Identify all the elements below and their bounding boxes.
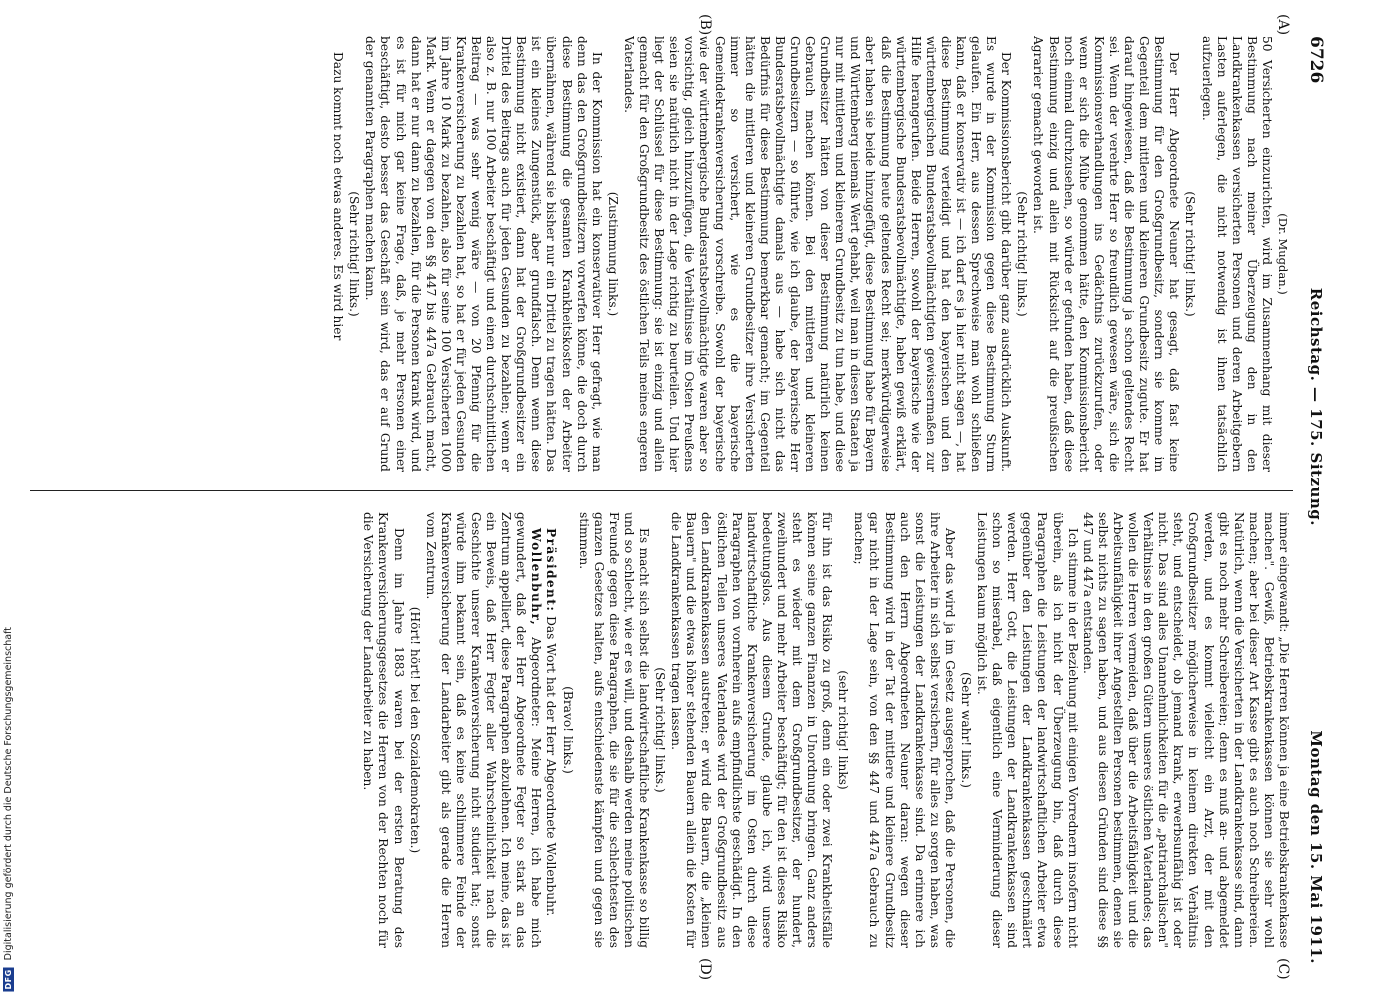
margin-letter-c: (C): [1275, 958, 1291, 980]
paragraph: immer eingewandt: „Die Herren können ja eine Betriebskrankenkasse machen". Gewiß, Betriebskrankenkassen können sie sehr wohl machen; aber bei dieser Art Kasse gibt es auch noch Schreibereien. Natürlich, wenn die Versicherten in der Landkrankenkasse sind, dann gibt es noch mehr Schreibereien; denn es muß an- und abgemeldet werden, und es kommt vielleicht ein Arzt, der mit den Großgrundbesitzer möglicherweise in keinem direkten Verhältnis steht, und entscheidet, ob jemand krank, erwerbsunfähig ist oder nicht. Das sind alles Unannehmlichkeiten für die „patriarchalischen" Verhältnisse in den großen Gütern unseres östlichen Vaterlandes; das wollen die Herren vermeiden, daß über die Arbeitsfähigkeit und die Arbeitsunfähigkeit ihrer Angestellten Personen bestimmen, denen sie selbst nichts zu sagen haben, und aus diesen Gründen sind diese §§ 447 und 447a entstanden.: [1080, 512, 1291, 948]
speaker-name: Wollenbuhr,: [529, 528, 544, 627]
interjection: (Hört! hört! bei den Sozialdemokraten.): [407, 606, 422, 854]
credit-line: [3, 627, 19, 992]
interjection: (Sehr richtig! links.): [653, 667, 668, 793]
column-divider: [30, 490, 1293, 491]
paragraph: In der Kommission hat ein konservativer Herr gefragt, wie man denn das den Großgrundbesitzern vorwerfen könne, die doch durch diese Bestimmung die gesamten Krankheitskosten der Arbeiter übernähmen, während sie bisher nur ein Drittel zu tragen hätten. Das ist ein kleines Zungenstück, aber grundfalsch. Denn wenn diese Bestimmung nicht existiert, dann hat der Großgrundbesitzer ein Drittel des Beitrags auch für jeden Gesunden zu bezahlen; wenn er also z. B. nur 100 Arbeiter beschäftigt und einen durchschnittlichen Beitrag — was sehr wenig wäre — von 20 Pfennig für die Krankenversicherung zu bezahlen hat, so hat er für jeden Gesunden im Jahre 10 Mark zu bezahlen, also für seine 100 Versicherten 1000 Mark. Wenn er dagegen von den §§ 447 bis 447a Gebrauch macht, dann hat er nur dann zu bezahlen, für die Personen krank wird, und es ist für mich gar keine Frage, daß, je mehr Personen einer beschäftigt, desto besser das Geschäft sein wird, das er auf Grund der genannten Paragraphen machen kann.: [363, 36, 604, 472]
interjection: (Sehr richtig! links.): [1183, 191, 1198, 317]
speaker-text: Abgeordneter: Meine Herren, ich habe mich gewundert, daß der Herr Abgeordnete Fegter so stark an das Zentrum appelliert, diese Paragraphen abzulehnen. Ich meine, das ist ein Beweis, daß Herr Fegter aller Wahrscheinlichkeit nach die Geschichte unserer Krankenversicherung nicht studiert hat; sonst würde ihm bekannt sein, daß es keine schlimmere Feinde der Krankenversicherung der Landarbeiter gibt als gerade die Herren vom Zentrum.: [423, 512, 544, 948]
interjection: (Bravo! links.): [560, 686, 575, 774]
margin-letter-b: (B): [697, 14, 713, 36]
paragraph: Denn im Jahre 1883 waren bei der ersten Beratung des Krankenversicherungsgesetzes die Herren von der Rechten noch für die Versicherung der Landarbeiter zu haben.: [361, 512, 406, 948]
paragraph: Der Kommissionsbericht gibt darüber ganz ausdrücklich Auskunft. Es wurde in der Kommission gegen diese Bestimmung Sturm gelaufen. Ein Herr, aus dessen Sprechweise man wohl schließen kann, daß er konservativ ist — ich darf es ja hier nicht sagen —, hat diese Bestimmung verteidigt und hat den bayerischen und den württembergischen Bundesratsbevollmächtigten gewissermaßen zur Hilfe herangerufen. Beide Herren, sowohl der bayerische wie der württembergische Bundesratsbevollmächtigte, haben gewiß erklärt, daß die Bestimmung heute geltendes Recht sei; merkwürdigerweise aber haben sie beide hinzugefügt, diese Bestimmung habe für Bayern und Württemberg niemals Wert gehabt, weil man in diesen Staaten ja nur mit mittlerem und kleinerem Grundbesitz zu tun habe, und diese Grundbesitzer hätten von dieser Bestimmung natürlich keinen Gebrauch machen können. Bei den mittleren und kleineren Grundbesitzern — so führte, wie ich glaube, der bayerische Herr Bundesratsbevollmächtigte damals aus — habe sich nicht das Bedürfnis für diese Bestimmung bemerkbar gemacht; im Gegenteil hätten die mittleren und kleineren Grundbesitzer ihre Versicherten immer so versichert, wie es die bayerische Gemeindekrankenversicherung vorschreibe. Sowohl der bayerische wie der württembergische Bundesratsbevollmächtigte waren aber so vorsichtig, gleich hinzuzufügen, die Verhältnisse im Osten Preußens seien sie natürlich nicht in der Lage richtig zu beurteilen. Und hier liegt der Schlüssel für diese Bestimmung: sie ist einzig und allein gemacht für den Großgrundbesitz des östlichen Teils meines engeren Vaterlandes.: [621, 36, 1014, 472]
president-label: Präsident:: [544, 528, 559, 613]
interjection: (Zustimmung links.): [605, 191, 620, 317]
president-text: Das Wort hat der Herr Abgeordnete Wollenbuhr.: [544, 616, 559, 917]
left-column: [40, 36, 1291, 472]
right-column: [40, 512, 1291, 948]
paragraph: für ihn ist das Risiko zu groß, denn ein oder zwei Krankheitsfälle können seine ganzen Finanzen in Unordnung bringen. Ganz anders steht es wieder mit dem Großgrundbesitzer, der hundert, zweihundert und mehr Arbeiter beschäftigt; für den ist dieses Risiko bedeutungslos. Aus diesem Grunde, glaube ich, wird unsere landwirtschaftliche Krankenversicherung im Osten durch diese Paragraphen von vornherein aufs empfindlichste geschädigt. In den östlichen Teilen unseres Vaterlandes wird der Großgrundbesitz aus den Landkrankenkassen austreten; er wird die Bauern, die „kleinen Bauern" und die etwas höher stehenden Bauern allein die Kosten für die Landkrankenkassen tragen lassen.: [669, 512, 835, 948]
paragraph: Der Herr Abgeordnete Neuner hat gesagt, daß fast keine Bestimmung für den Großgrundbesitz, sondern sie komme im Gegenteil dem mittleren und kleineren Grundbesitz zugute. Er hat darauf hingewiesen, daß die Bestimmung ja schon geltendes Recht sei. Wenn der verehrte Herr so freundlich gewesen wäre, sich die Kommissionsverhandlungen ins Gedächtnis zurückzurufen, oder wenn er sich die Mühe genommen hätte, den Kommissionsbericht noch einmal durchzusehen, so würde er gefunden haben, daß diese Bestimmung einzig und allein mit Rücksicht auf die preußischen Agrarier gemacht geworden ist.: [1031, 36, 1182, 472]
page-header: [1302, 36, 1326, 964]
interjection: (Sehr wahr! links.): [959, 672, 974, 788]
session-title: Reichstag. — 175. Sitzung.: [1307, 287, 1325, 526]
margin-letter-d: (D): [697, 958, 713, 981]
interjection: (sehr richtig! links): [836, 670, 851, 790]
margin-letter-a: (A): [1275, 14, 1291, 36]
credit-text: Digitalisierung gefördert durch die Deutsche Forschungsgemeinschaft: [3, 627, 14, 961]
interjection: (Sehr richtig! links.): [1015, 191, 1030, 317]
paragraph: Aber das wird ja im Gesetz ausgesprochen, daß die Personen, die ihre Arbeiter in sich selbst versichern, für alles zu sorgen haben, was sonst die Leistungen der Landkrankenkasse sind. Da erinnere ich auch den Herrn Abgeordneten Neuner daran: wegen dieser Bestimmung wird in der Tat der mittlere und kleinere Grundbesitz gar nicht in der Lage sein, von den §§ 447 und 447a Gebrauch zu machen;: [852, 512, 957, 948]
page-number: 6726: [1306, 36, 1326, 84]
paragraph: Es macht sich selbst die landwirtschaftliche Krankenkasse so billig und so schlecht, wie er es will, und deshalb werden meine politischen Freunde gegen diese Paragraphen, die sie für die schlechtesten des ganzen Gesetzes halten, aufs entschiedenste kämpfen und gegen sie stimmen.: [576, 512, 652, 948]
paragraph: Dazu kommt noch etwas anderes. Es wird hier: [331, 52, 346, 341]
session-date: Montag den 15. Mai 1911.: [1307, 730, 1325, 964]
digitization-credit: [0, 0, 22, 1000]
interjection: (Sehr richtig! links.): [347, 191, 362, 317]
speaker-statement: [423, 512, 544, 948]
president-statement: [543, 512, 558, 948]
paragraph: Ich stimme in der Beziehung mit einigen Vorrednern insofern nicht überein, als ich nicht der Überzeugung bin, daß durch diese Paragraphen die Leistungen der landwirtschaftlichen Arbeiter etwa gegenüber den Leistungen der Landkrankenkassen geschmälert werden. Herr Gott, die Leistungen der Landkrankenkassen sind schon so miserabel, daß eigentlich eine Verminderung dieser Leistungen kaum möglich ist.: [975, 512, 1080, 948]
paragraph: 50 Versicherten einzurichten, wird im Zusammenhang mit dieser Bestimmung nach meiner Überzeugung den in den Landkrankenkassen versicherten Personen und deren Arbeitgebern Lasten auferlegen, die nicht notwendig ist ihnen tatsächlich aufzuerlegen.: [1199, 36, 1274, 472]
speaker-reference: (Dr. Mugdan.): [1276, 213, 1290, 295]
dfg-logo: DFG: [4, 969, 13, 990]
